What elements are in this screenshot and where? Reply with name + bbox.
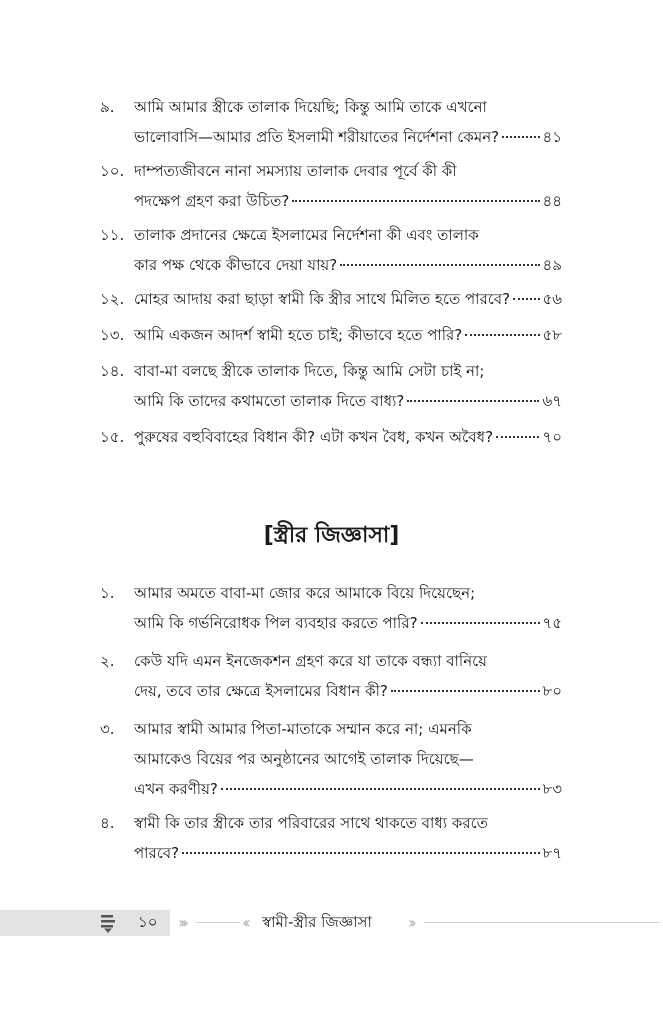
entry-title-line: আমি আমার স্ত্রীকে তালাক দিয়েছি; কিন্তু আমি তাকে এখনো — [134, 98, 487, 116]
toc-entry[interactable] — [100, 422, 562, 452]
entry-title-line: মোহর আদায় করা ছাড়া স্বামী কি স্ত্রীর সাথে মিলিত হতে পারবে? — [134, 290, 511, 308]
dot-leader — [407, 400, 539, 402]
footer-rule — [424, 922, 660, 923]
entry-title-line: আমাকেও বিয়ের পর অনুষ্ঠানের আগেই তালাক দিয়েছে— — [134, 750, 474, 768]
entry-title-line: দেয়, তবে তার ক্ষেত্রে ইসলামের বিধান কী? — [134, 682, 388, 700]
entry-title-line: কার পক্ষ থেকে কীভাবে দেয়া যায়? — [134, 256, 338, 274]
chevron-right-icon: ››› — [178, 913, 186, 932]
entry-page: ৮৩ — [542, 780, 562, 798]
dot-leader — [340, 264, 539, 266]
entry-title-line: তালাক প্রদানের ক্ষেত্রে ইসলামের নির্দেশনা কী এবং তালাক — [134, 226, 479, 244]
section-title: [স্ত্রীর জিজ্ঞাসা] — [263, 523, 400, 548]
entry-title-line: দাম্পত্যজীবনে নানা সমস্যায় তালাক দেবার পূর্বে কী কী — [134, 162, 457, 180]
dot-leader — [502, 136, 539, 138]
dot-leader — [465, 334, 539, 336]
footer-rule — [196, 922, 240, 923]
dot-leader — [421, 622, 540, 624]
toc-entry[interactable] — [100, 156, 562, 216]
entry-title-line: আমার স্বামী আমার পিতা-মাতাকে সম্মান করে না; এমনকি — [134, 720, 472, 738]
toc-entry[interactable] — [100, 284, 562, 314]
page-footer — [0, 907, 663, 937]
pen-mark-icon — [100, 913, 118, 933]
entry-title-line: পারবে? — [134, 844, 180, 862]
entry-title-line: স্বামী কি তার স্ত্রীকে তার পরিবারের সাথে থাকতে বাধ্য করতে — [134, 814, 488, 832]
entry-page: ৫৬ — [542, 290, 562, 308]
toc-entry[interactable] — [100, 808, 562, 868]
toc-entry[interactable] — [100, 646, 562, 706]
entry-title-line: আমি কি গর্ভনিরোধক পিল ব্যবহার করতে পারি? — [134, 614, 418, 632]
entry-number: ১. — [100, 584, 115, 602]
entry-number: ১১. — [100, 226, 125, 244]
entry-title-line: আমি কি তাদের কথামতো তালাক দিতে বাধ্য? — [134, 392, 405, 410]
entry-title-line: কেউ যদি এমন ইনজেকশন গ্রহণ করে যা তাকে বন্ধ্যা বানিয়ে — [134, 652, 488, 670]
dot-leader — [513, 298, 539, 300]
entry-number: ১৫. — [100, 428, 125, 446]
entry-page: ৪১ — [542, 128, 562, 146]
entry-number: ১০. — [100, 162, 125, 180]
entry-title-line: এখন করণীয়? — [134, 780, 218, 798]
dot-leader — [496, 436, 539, 438]
toc-entry[interactable] — [100, 92, 562, 152]
entry-title-line: আমি একজন আদর্শ স্বামী হতে চাই; কীভাবে হতে পারি? — [134, 326, 463, 344]
entry-number: ৪. — [100, 814, 115, 832]
entry-page: ৪৯ — [542, 256, 562, 274]
entry-page: ৮৭ — [542, 844, 562, 862]
entry-number: ৯. — [100, 98, 115, 116]
entry-number: ৩. — [100, 720, 115, 738]
chevron-left-icon: ‹‹ — [242, 913, 247, 932]
entry-title-line: পুরুষের বহুবিবাহের বিধান কী? এটা কখন বৈধ, কখন অবৈধ? — [134, 428, 494, 446]
toc-entry[interactable] — [100, 714, 562, 804]
entry-number: ১২. — [100, 290, 125, 308]
entry-page: ৪৪ — [542, 192, 562, 210]
entry-page: ৮০ — [542, 682, 562, 700]
entry-page: ৫৮ — [542, 326, 562, 344]
footer-book-title: স্বামী-স্ত্রীর জিজ্ঞাসা — [262, 913, 372, 931]
dot-leader — [391, 690, 540, 692]
entry-title-line: ভালোবাসি—আমার প্রতি ইসলামী শরীয়াতের নির্দেশনা কেমন? — [134, 128, 500, 146]
dot-leader — [221, 788, 540, 790]
dot-leader — [182, 852, 539, 854]
footer-page-number: ১০ — [138, 913, 158, 931]
entry-number: ১৩. — [100, 326, 125, 344]
toc-entry[interactable] — [100, 356, 562, 416]
dot-leader — [292, 200, 539, 202]
entry-page: ৭০ — [542, 428, 562, 446]
entry-page: ৬৭ — [542, 392, 562, 410]
entry-title-line: পদক্ষেপ গ্রহণ করা উচিত? — [134, 192, 290, 210]
entry-number: ২. — [100, 652, 115, 670]
entry-title-line: বাবা-মা বলছে স্ত্রীকে তালাক দিতে, কিন্তু আমি সেটা চাই না; — [134, 362, 485, 380]
chevron-right-icon: ›› — [408, 913, 413, 932]
entry-number: ১৪. — [100, 362, 125, 380]
entry-page: ৭৫ — [542, 614, 562, 632]
entry-title-line: আমার অমতে বাবা-মা জোর করে আমাকে বিয়ে দিয়েছেন; — [134, 584, 476, 602]
toc-entry[interactable] — [100, 578, 562, 638]
toc-entry[interactable] — [100, 320, 562, 350]
toc-entry[interactable] — [100, 220, 562, 280]
